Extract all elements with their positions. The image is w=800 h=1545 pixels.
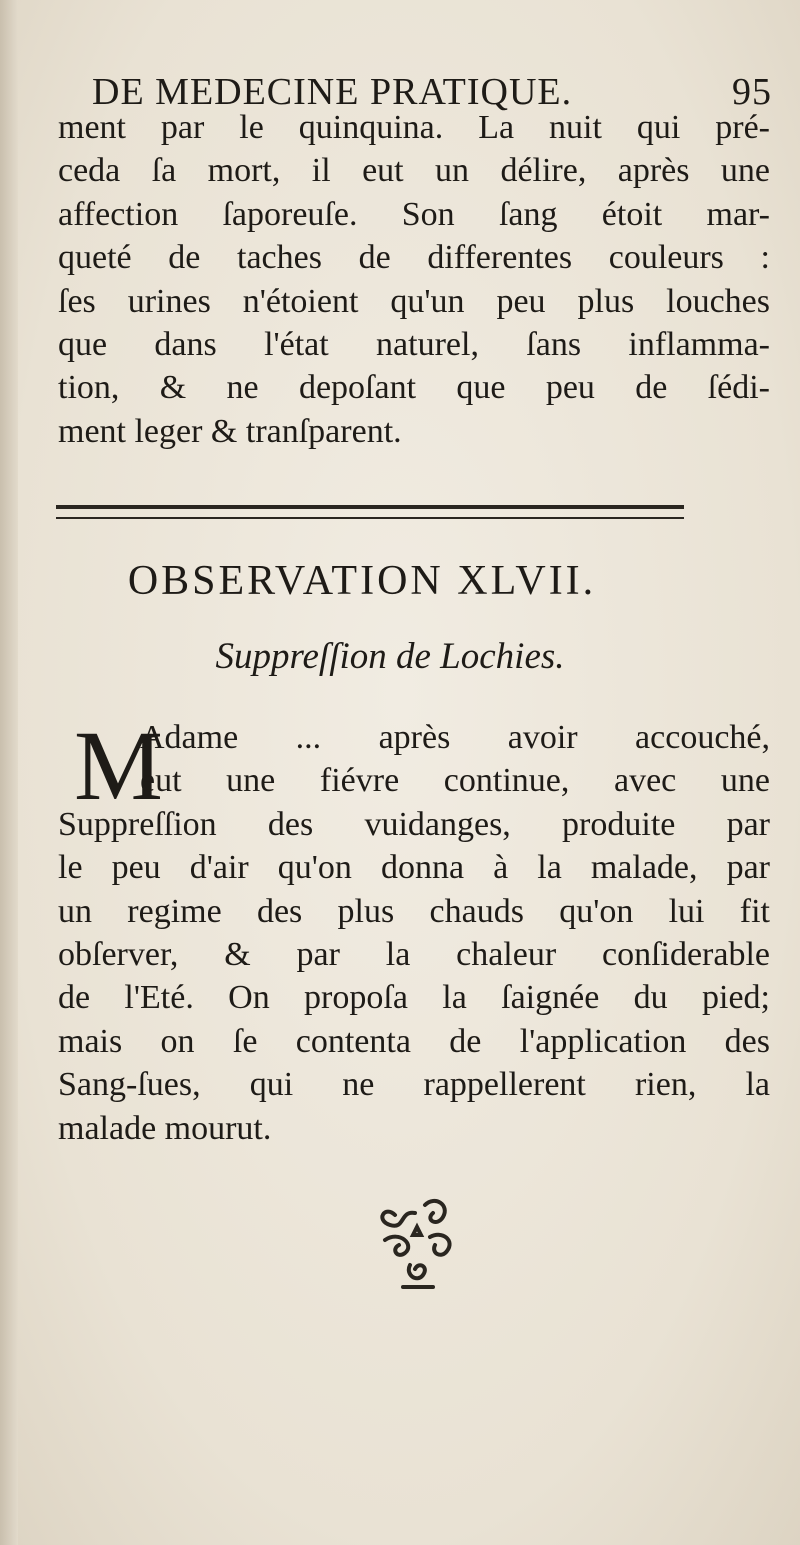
text-line: Adame ... après avoir accouché, — [140, 719, 770, 756]
text-line: ment leger & tranſparent. — [58, 412, 402, 450]
text-line: obſerver, & par la chaleur conſiderable — [58, 936, 770, 974]
observation-paragraph — [58, 710, 770, 1150]
text-line: le peu d'air qu'on donna à la malade, par — [58, 849, 770, 887]
text-line: Sang-ſues, qui ne rappellerent rien, la — [58, 1066, 770, 1104]
text-line: un regime des plus chauds qu'on lui fit — [58, 892, 770, 930]
running-head-title: DE MEDECINE PRATIQUE. — [92, 71, 573, 113]
observation-subheading: Suppreſſion de Lochies. — [215, 636, 565, 677]
printers-ornament-icon — [355, 1175, 485, 1305]
text-line: affection ſaporeuſe. Son ſang étoit mar- — [58, 195, 770, 233]
page-gutter-shadow — [0, 0, 18, 1545]
text-line: mais on ſe contenta de l'application des — [58, 1022, 770, 1060]
text-line: de l'Eté. On propoſa la ſaignée du pied; — [58, 979, 770, 1017]
text-line: ment par le quinquina. La nuit qui pré- — [58, 109, 770, 146]
observation-heading: OBSERVATION XLVII. — [127, 558, 597, 604]
text-line: eut une fiévre continue, avec une — [140, 762, 770, 800]
drop-cap: M — [74, 710, 163, 821]
section-divider-rule — [56, 505, 684, 519]
top-paragraph — [58, 106, 770, 453]
text-line: que dans l'état naturel, ſans inflamma- — [58, 326, 770, 364]
text-line: ceda ſa mort, il eut un délire, après une — [58, 152, 770, 190]
text-line: tion, & ne depoſant que peu de ſédi- — [58, 369, 770, 407]
text-line: malade mourut. — [58, 1109, 272, 1147]
text-line: queté de taches de differentes couleurs : — [58, 239, 770, 277]
page-number: 95 — [732, 71, 772, 113]
text-line: ſes urines n'étoient qu'un peu plus louches — [58, 282, 770, 320]
text-line: Suppreſſion des vuidanges, produite par — [58, 805, 770, 843]
